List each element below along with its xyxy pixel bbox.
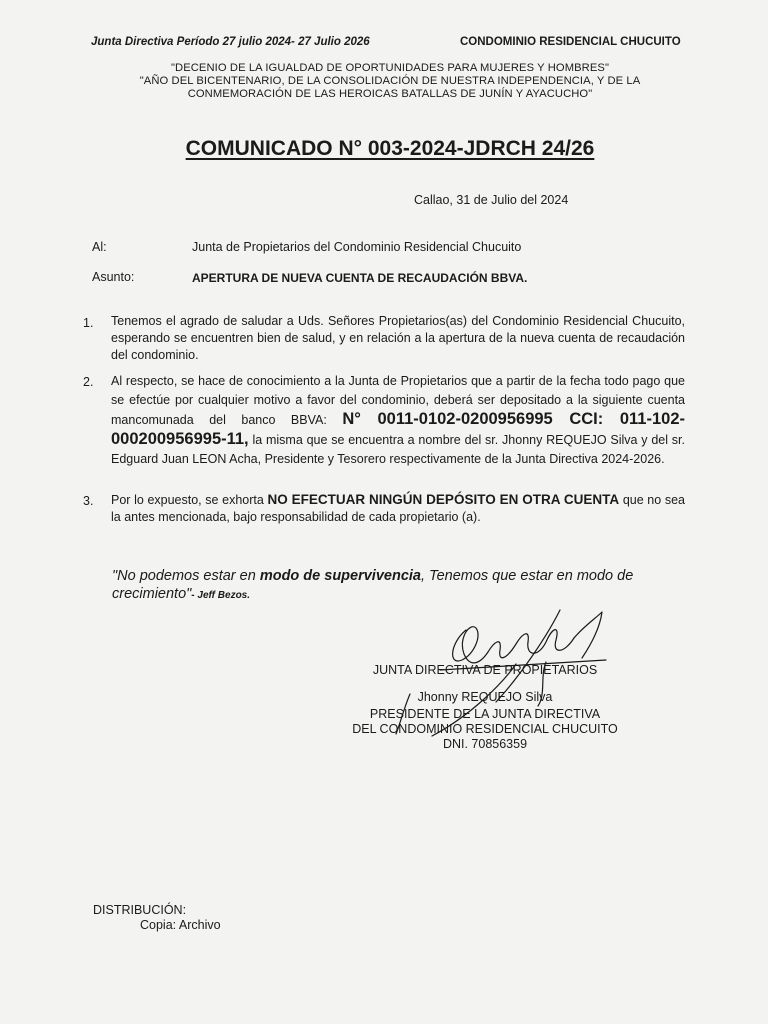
quote-bold: modo de supervivencia bbox=[259, 568, 421, 584]
quote-part-2: , Tenemos que estar en modo de crecimiento" bbox=[112, 568, 634, 602]
item-2-text-a: Al respecto, se hace de conocimiento a la Junta de Propietarios que a partir de la fecha todo pago que se efectúe por cualquier motivo a favor del condominio, deberá ser depositado a la siguiente cuenta mancomunada del banco BBVA: bbox=[111, 374, 685, 427]
item-3-text-a: Por lo expuesto, se exhorta bbox=[111, 493, 268, 507]
header-period: Junta Directiva Período 27 julio 2024- 27 Julio 2026 bbox=[91, 36, 370, 48]
recipient-label: Al: bbox=[92, 240, 107, 254]
recipient-value: Junta de Propietarios del Condominio Residencial Chucuito bbox=[192, 240, 522, 254]
quote-author: - Jeff Bezos. bbox=[191, 590, 251, 601]
item-number-3: 3. bbox=[83, 494, 94, 508]
item-3-emphasis: NO EFECTUAR NINGÚN DEPÓSITO EN OTRA CUENTA bbox=[267, 492, 620, 507]
decree-line-3: CONMEMORACIÓN DE LAS HEROICAS BATALLAS DE JUNÍN Y AYACUCHO" bbox=[187, 88, 593, 100]
distribution-label: DISTRIBUCIÓN: bbox=[93, 903, 187, 917]
subject-label: Asunto: bbox=[92, 270, 135, 284]
item-number-2: 2. bbox=[83, 375, 94, 389]
item-text-3 bbox=[111, 491, 685, 526]
item-number-1: 1. bbox=[83, 316, 94, 330]
signature-dni: DNI. 70856359 bbox=[442, 737, 528, 751]
decree-line-2: "AÑO DEL BICENTENARIO, DE LA CONSOLIDACIÓN DE NUESTRA INDEPENDENCIA, Y DE LA bbox=[139, 75, 641, 87]
quote-part-1: "No podemos estar en bbox=[112, 568, 260, 584]
item-text-2 bbox=[111, 372, 685, 469]
item-text-1: Tenemos el agrado de saludar a Uds. Señores Propietarios(as) del Condominio Residencial Chucuito, esperando se encuentren bien de salud, y en relación a la apertura de la nueva cuenta de recaudación del condominio. bbox=[111, 314, 685, 362]
signature-title: PRESIDENTE DE LA JUNTA DIRECTIVA bbox=[369, 707, 601, 721]
signature-line-1: JUNTA DIRECTIVA DE PROPIETARIOS bbox=[372, 663, 598, 677]
distribution-copy: Copia: Archivo bbox=[140, 918, 221, 932]
header-organization: CONDOMINIO RESIDENCIAL CHUCUITO bbox=[460, 36, 681, 48]
item-3-text-b: que no sea la antes mencionada, bajo responsabilidad de cada propietario (a). bbox=[111, 493, 685, 524]
subject-value: APERTURA DE NUEVA CUENTA DE RECAUDACIÓN BBVA. bbox=[192, 271, 528, 285]
signature-name: Jhonny REQUEJO Silva bbox=[417, 690, 553, 704]
bank-account-number: N° 0011-0102-0200956995 CCI: 011-102-000200956995-11, bbox=[111, 410, 686, 448]
document-date: Callao, 31 de Julio del 2024 bbox=[414, 193, 569, 207]
decree-line-1: "DECENIO DE LA IGUALDAD DE OPORTUNIDADES PARA MUJERES Y HOMBRES" bbox=[170, 62, 610, 74]
signature-organization: DEL CONDOMINIO RESIDENCIAL CHUCUITO bbox=[352, 722, 618, 736]
document-title: COMUNICADO N° 003-2024-JDRCH 24/26 bbox=[185, 137, 595, 160]
item-2-text-b: la misma que se encuentra a nombre del sr. Jhonny REQUEJO Silva y del sr. Edguard Juan LEON Acha, Presidente y Tesorero respectivamente de la Junta Directiva 2024-2026. bbox=[111, 433, 685, 466]
